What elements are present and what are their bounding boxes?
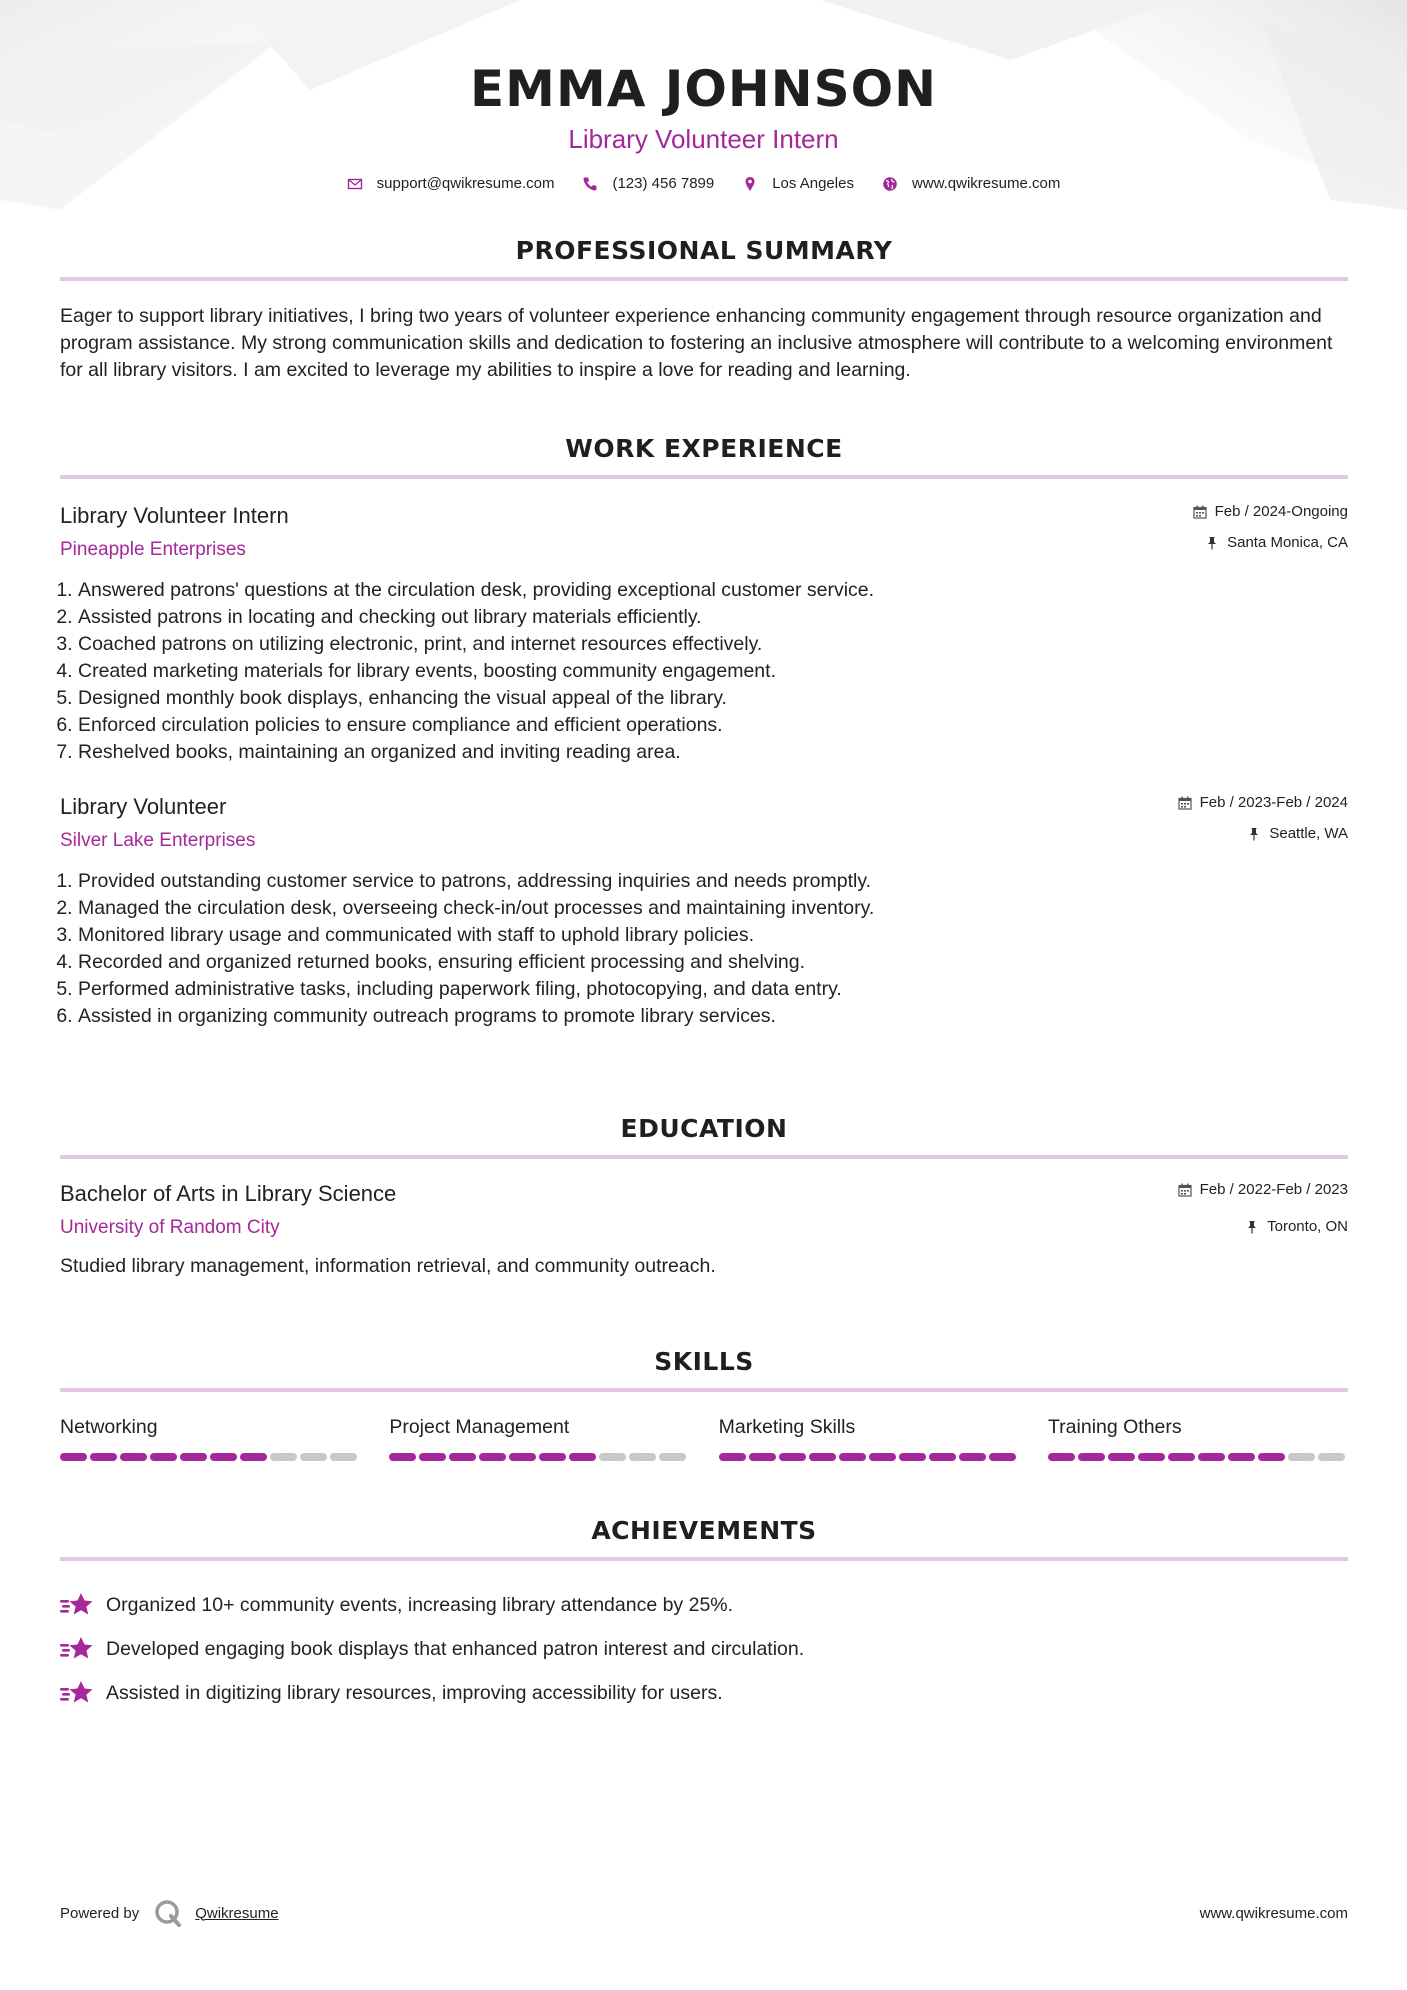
skill-name: Networking <box>60 1416 158 1438</box>
contact-email-text: support@qwikresume.com <box>376 175 555 192</box>
skill-level-bar <box>1048 1453 1348 1461</box>
skill-segment-filled <box>120 1453 147 1461</box>
skill-segment-filled <box>1168 1453 1195 1461</box>
education-heading: EDUCATION <box>620 1114 788 1143</box>
skill-segment-empty <box>300 1453 327 1461</box>
job-date: Feb / 2023-Feb / 2024 <box>1199 794 1348 811</box>
list-item: 6. Enforced circulation policies to ensure compliance and efficient operations. <box>78 712 1348 739</box>
skill-segment-filled <box>210 1453 237 1461</box>
school-name: University of Random City <box>60 1217 280 1238</box>
experience-heading: WORK EXPERIENCE <box>565 434 843 463</box>
candidate-title: Library Volunteer Intern <box>568 124 839 154</box>
footer-website-link[interactable]: www.qwikresume.com <box>1199 1904 1348 1922</box>
skill-segment-filled <box>1138 1453 1165 1461</box>
skill-segment-empty <box>659 1453 686 1461</box>
skill-segment-filled <box>779 1453 806 1461</box>
list-item: 4. Created marketing materials for library events, boosting community engagement. <box>78 658 1348 685</box>
powered-by-label: Powered by <box>60 1904 140 1922</box>
job-location: Santa Monica, CA <box>1227 534 1348 551</box>
skill-level-bar <box>60 1453 360 1461</box>
contact-email[interactable] <box>347 175 555 192</box>
job-entry <box>60 794 1348 1030</box>
skill-segment-filled <box>509 1453 536 1461</box>
skill-segment-empty <box>599 1453 626 1461</box>
achievement-text: Assisted in digitizing library resources, improving accessibility for users. <box>106 1681 723 1704</box>
shooting-star-icon <box>60 1592 94 1618</box>
list-item: 3. Coached patrons on utilizing electronic, print, and internet resources effectively. <box>78 631 1348 658</box>
qwikresume-link[interactable]: Qwikresume <box>195 1904 279 1922</box>
contact-website-text: www.qwikresume.com <box>911 175 1061 192</box>
skill-segment-filled <box>899 1453 926 1461</box>
contact-location-text: Los Angeles <box>772 175 854 192</box>
skill-segment-empty <box>330 1453 357 1461</box>
skill-item <box>719 1416 1019 1461</box>
skill-item <box>1048 1416 1348 1461</box>
skill-level-bar <box>719 1453 1019 1461</box>
education-entry <box>60 1181 1348 1278</box>
achievement-text: Developed engaging book displays that enhanced patron interest and circulation. <box>106 1637 805 1660</box>
skill-segment-filled <box>1108 1453 1135 1461</box>
list-item: 1. Provided outstanding customer service to patrons, addressing inquiries and needs promptly. <box>78 868 1348 895</box>
skill-segment-empty <box>1288 1453 1315 1461</box>
skill-segment-filled <box>479 1453 506 1461</box>
resume-header <box>0 0 1407 192</box>
skill-item <box>389 1416 689 1461</box>
skill-segment-filled <box>749 1453 776 1461</box>
job-duties-list <box>60 577 1348 766</box>
skill-segment-filled <box>180 1453 207 1461</box>
skill-segment-empty <box>1318 1453 1345 1461</box>
skill-segment-empty <box>270 1453 297 1461</box>
achievement-item <box>60 1627 1348 1671</box>
skill-segment-filled <box>60 1453 87 1461</box>
skill-name: Marketing Skills <box>718 1416 856 1438</box>
phone-icon <box>582 176 598 192</box>
qwikresume-logo-icon <box>153 1898 183 1928</box>
job-entry <box>60 503 1348 766</box>
section-divider <box>60 475 1348 479</box>
list-item: 6. Assisted in organizing community outreach programs to promote library services. <box>78 1003 1348 1030</box>
skill-segment-filled <box>1258 1453 1285 1461</box>
skill-segment-filled <box>929 1453 956 1461</box>
education-description: Studied library management, information retrieval, and community outreach. <box>60 1255 716 1277</box>
envelope-icon <box>347 176 363 192</box>
skill-item <box>60 1416 360 1461</box>
skill-segment-filled <box>419 1453 446 1461</box>
skill-segment-filled <box>449 1453 476 1461</box>
skill-segment-filled <box>1048 1453 1075 1461</box>
skill-segment-filled <box>90 1453 117 1461</box>
list-item: 2. Managed the circulation desk, overseeing check-in/out processes and maintaining inventory. <box>78 895 1348 922</box>
skills-list <box>60 1416 1348 1461</box>
skill-segment-empty <box>629 1453 656 1461</box>
job-date: Feb / 2024-Ongoing <box>1214 503 1348 520</box>
achievements-section <box>60 1516 1348 1715</box>
pushpin-icon <box>1247 827 1261 841</box>
contact-website[interactable] <box>882 175 1060 192</box>
skill-segment-filled <box>539 1453 566 1461</box>
summary-heading: PROFESSIONAL SUMMARY <box>515 236 893 265</box>
job-role: Library Volunteer Intern <box>60 503 289 528</box>
list-item: 3. Monitored library usage and communicated with staff to uphold library policies. <box>78 922 1348 949</box>
achievements-list <box>60 1583 1348 1715</box>
skill-segment-filled <box>989 1453 1016 1461</box>
globe-icon <box>882 176 898 192</box>
list-item: 7. Reshelved books, maintaining an organized and inviting reading area. <box>78 739 1348 766</box>
skill-segment-filled <box>150 1453 177 1461</box>
page-footer <box>60 1898 1348 1928</box>
skills-heading: SKILLS <box>654 1347 754 1376</box>
shooting-star-icon <box>60 1636 94 1662</box>
achievements-heading: ACHIEVEMENTS <box>591 1516 817 1545</box>
shooting-star-icon <box>60 1680 94 1706</box>
contact-location <box>742 175 854 192</box>
achievement-item <box>60 1671 1348 1715</box>
pushpin-icon <box>1245 1220 1259 1234</box>
list-item: 5. Designed monthly book displays, enhancing the visual appeal of the library. <box>78 685 1348 712</box>
skill-name: Training Others <box>1047 1416 1182 1438</box>
job-location: Seattle, WA <box>1269 825 1348 842</box>
contact-phone[interactable] <box>582 175 714 192</box>
calendar-icon <box>1178 1183 1192 1197</box>
contact-bar <box>0 175 1407 192</box>
skill-segment-filled <box>1078 1453 1105 1461</box>
job-company: Pineapple Enterprises <box>60 539 246 560</box>
job-role: Library Volunteer <box>60 794 227 819</box>
job-duties-list <box>60 868 1348 1030</box>
experience-section <box>60 434 1348 1030</box>
skill-name: Project Management <box>389 1416 570 1438</box>
skill-segment-filled <box>869 1453 896 1461</box>
skill-segment-filled <box>389 1453 416 1461</box>
skills-section <box>60 1347 1348 1461</box>
education-location: Toronto, ON <box>1267 1218 1348 1235</box>
summary-section <box>60 236 1348 384</box>
summary-text: Eager to support library initiatives, I bring two years of volunteer experience enhancing community engagement through resource organization and program assistance. My strong communication skills and dedication to fostering an inclusive atmosphere will contribute to a welcoming environment for all library visitors. I am excited to leverage my abilities to inspire a love for reading and learning. <box>60 305 1333 381</box>
section-divider <box>60 1557 1348 1561</box>
achievement-item <box>60 1583 1348 1627</box>
list-item: 2. Assisted patrons in locating and checking out library materials efficiently. <box>78 604 1348 631</box>
skill-segment-filled <box>809 1453 836 1461</box>
skill-segment-filled <box>839 1453 866 1461</box>
list-item: 5. Performed administrative tasks, including paperwork filing, photocopying, and data entry. <box>78 976 1348 1003</box>
list-item: 4. Recorded and organized returned books, ensuring efficient processing and shelving. <box>78 949 1348 976</box>
section-divider <box>60 277 1348 281</box>
candidate-name: EMMA JOHNSON <box>470 60 937 118</box>
section-divider <box>60 1155 1348 1159</box>
education-section <box>60 1114 1348 1278</box>
calendar-icon <box>1178 796 1192 810</box>
contact-phone-text: (123) 456 7899 <box>612 175 715 192</box>
skill-segment-filled <box>719 1453 746 1461</box>
education-date: Feb / 2022-Feb / 2023 <box>1199 1181 1348 1198</box>
list-item: 1. Answered patrons' questions at the circulation desk, providing exceptional customer service. <box>78 577 1348 604</box>
skill-segment-filled <box>569 1453 596 1461</box>
skill-level-bar <box>389 1453 689 1461</box>
skill-segment-filled <box>1198 1453 1225 1461</box>
degree-name: Bachelor of Arts in Library Science <box>60 1181 397 1206</box>
job-company: Silver Lake Enterprises <box>60 830 256 851</box>
skill-segment-filled <box>240 1453 267 1461</box>
pushpin-icon <box>1205 536 1219 550</box>
achievement-text: Organized 10+ community events, increasing library attendance by 25%. <box>106 1593 734 1616</box>
section-divider <box>60 1388 1348 1392</box>
map-marker-icon <box>742 176 758 192</box>
calendar-icon <box>1193 505 1207 519</box>
skill-segment-filled <box>1228 1453 1255 1461</box>
skill-segment-filled <box>959 1453 986 1461</box>
